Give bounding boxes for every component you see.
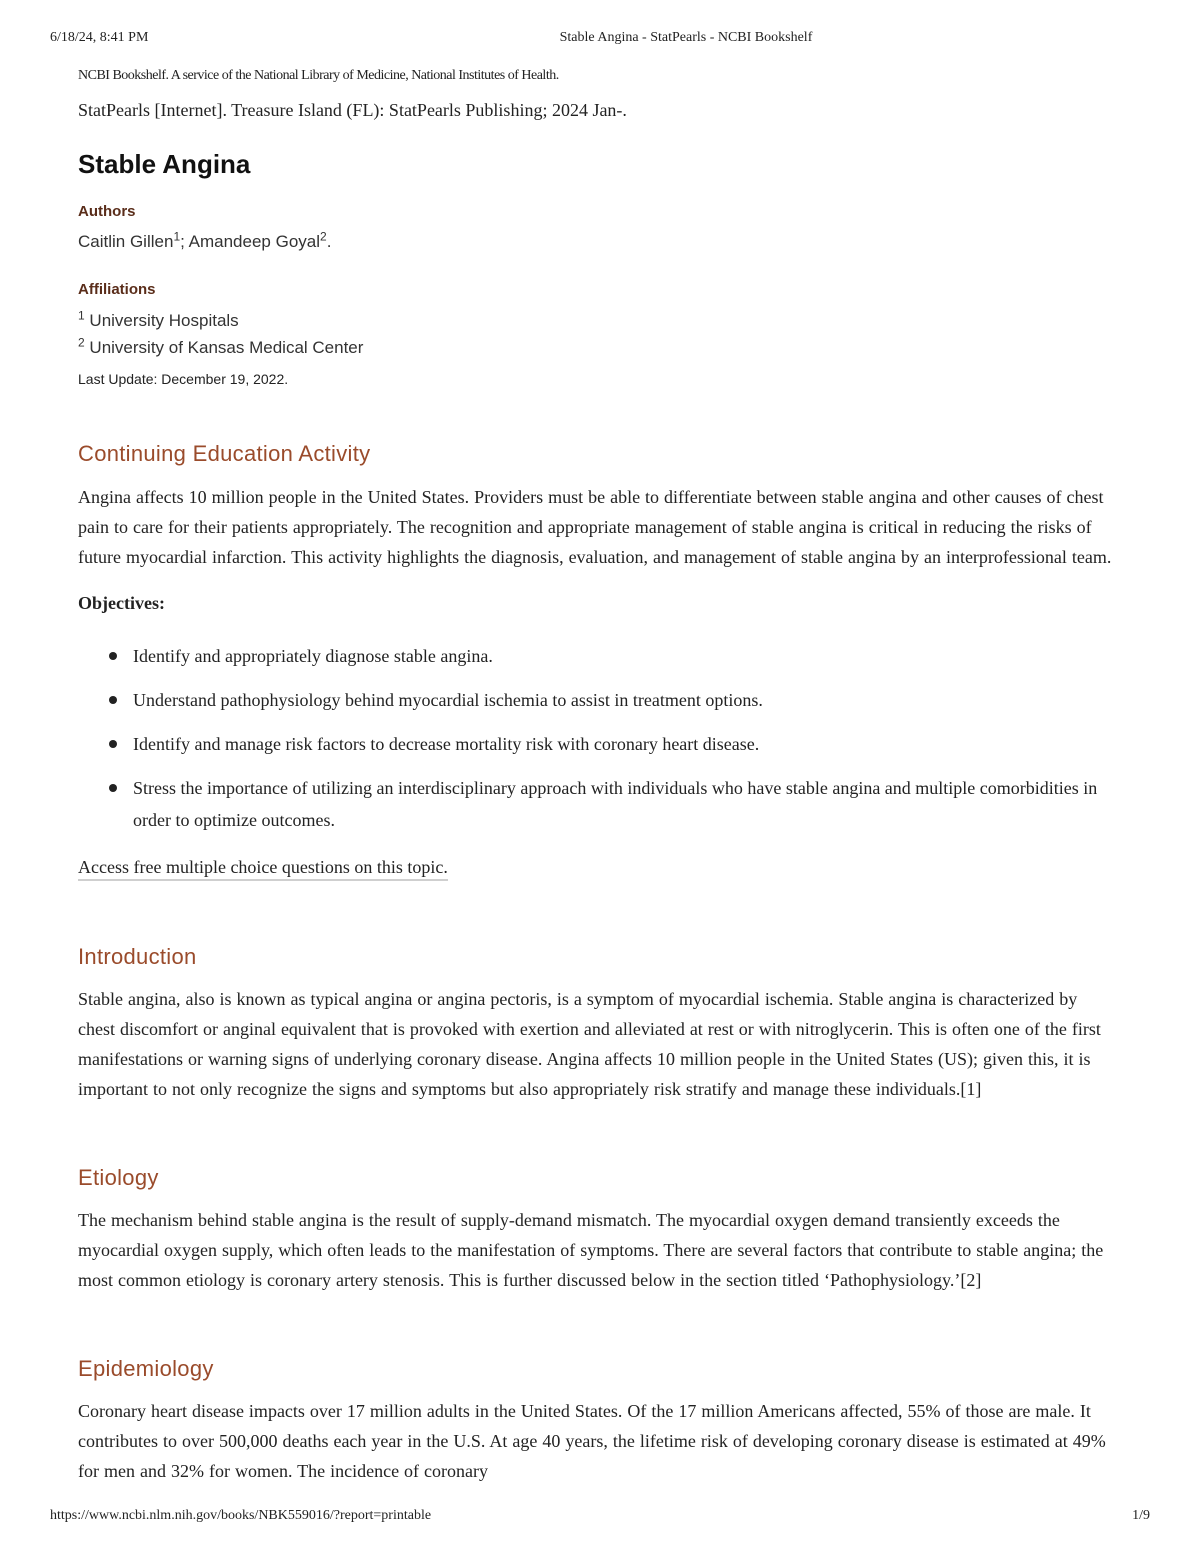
author-affiliation-ref: 1 — [173, 229, 181, 244]
bullet-icon — [109, 696, 117, 704]
print-datetime: 6/18/24, 8:41 PM — [50, 30, 149, 45]
last-update: Last Update: December 19, 2022. — [78, 371, 289, 387]
objective-item — [78, 684, 1118, 716]
section-heading: Etiology — [78, 1165, 159, 1190]
bullet-icon — [109, 740, 117, 748]
print-page-number: 1/9 — [1132, 1508, 1150, 1523]
section-paragraph: The mechanism behind stable angina is the result of supply-demand mismatch. The myocardial oxygen demand transiently exceeds the myocardial oxygen supply, which often leads to the manifestation of symptoms. There are several factors that contribute to stable angina; the most common etiology is coronary artery stenosis. This is further discussed below in the section titled ‘Pathophysiology.’[2] — [78, 1210, 1104, 1290]
objective-text: Understand pathophysiology behind myocardial ischemia to assist in treatment options. — [133, 690, 763, 710]
mcq-link-wrapper — [78, 852, 1118, 884]
print-page-title: Stable Angina - StatPearls - NCBI Bookshelf — [559, 30, 813, 45]
objectives-list — [78, 640, 1118, 836]
affiliation-name: University of Kansas Medical Center — [89, 338, 364, 357]
objective-item — [78, 640, 1118, 672]
section-paragraph: Angina affects 10 million people in the United States. Providers must be able to differentiate between stable angina and other causes of chest pain to care for their patients appropriately. The recognition and appropriate management of stable angina is critical in reducing the risks of future myocardial infarction. This activity highlights the diagnosis, evaluation, and management of stable angina by an interprofessional team. — [78, 487, 1112, 567]
bullet-icon — [109, 784, 117, 792]
author-name[interactable]: Caitlin Gillen — [78, 232, 174, 251]
authors-label: Authors — [78, 203, 136, 220]
section-continuing-education — [78, 440, 1118, 884]
citation: StatPearls [Internet]. Treasure Island (FL): StatPearls Publishing; 2024 Jan-. — [78, 100, 627, 120]
section-heading: Continuing Education Activity — [78, 441, 371, 466]
affiliation-name: University Hospitals — [89, 311, 239, 330]
author-affiliation-ref: 2 — [320, 229, 327, 244]
affiliation-item — [78, 307, 1118, 334]
print-url: https://www.ncbi.nlm.nih.gov/books/NBK559016/?report=printable — [50, 1508, 432, 1523]
author-separator: ; — [180, 232, 189, 251]
objectives-label: Objectives: — [78, 593, 165, 613]
page-title: Stable Angina — [78, 149, 251, 179]
authors-end: . — [326, 232, 332, 251]
affiliations-label: Affiliations — [78, 281, 156, 298]
objective-text: Identify and appropriately diagnose stable angina. — [133, 646, 493, 666]
objective-item — [78, 772, 1118, 836]
authors-list — [78, 231, 1118, 253]
article-front-matter — [78, 66, 1118, 387]
section-paragraph: Stable angina, also is known as typical angina or angina pectoris, is a symptom of myocardial ischemia. Stable angina is characterized by chest discomfort or anginal equivalent that is provoked with exertion and alleviated at rest or with nitroglycerin. This is often one of the first manifestations or warning signs of underlying coronary disease. Angina affects 10 million people in the United States (US); given this, it is important to not only recognize the signs and symptoms but also appropriately risk stratify and manage these individuals.[1] — [78, 989, 1101, 1099]
affiliation-item — [78, 334, 1118, 361]
affiliations-list — [78, 307, 1118, 361]
mcq-link[interactable]: Access free multiple choice questions on this topic. — [78, 857, 448, 881]
objective-item — [78, 728, 1118, 760]
affiliation-number: 1 — [78, 308, 85, 323]
section-epidemiology — [78, 1355, 1118, 1486]
section-heading: Introduction — [78, 944, 197, 969]
section-heading: Epidemiology — [78, 1356, 214, 1381]
section-introduction — [78, 943, 1118, 1104]
affiliation-number: 2 — [78, 335, 85, 350]
objective-text: Stress the importance of utilizing an interdisciplinary approach with individuals who have stable angina and multiple comorbidities in order to optimize outcomes. — [133, 778, 1098, 830]
author-name[interactable]: Amandeep Goyal — [188, 232, 321, 251]
objective-text: Identify and manage risk factors to decrease mortality risk with coronary heart disease. — [133, 734, 760, 754]
section-paragraph: Coronary heart disease impacts over 17 million adults in the United States. Of the 17 million Americans affected, 55% of those are male. It contributes to over 500,000 deaths each year in the U.S. At age 40 years, the lifetime risk of developing coronary disease is estimated at 49% for men and 32% for women. The incidence of coronary — [78, 1401, 1106, 1481]
bullet-icon — [109, 652, 117, 660]
section-etiology — [78, 1164, 1118, 1295]
service-line: NCBI Bookshelf. A service of the National Library of Medicine, National Institutes of Health. — [78, 68, 559, 83]
